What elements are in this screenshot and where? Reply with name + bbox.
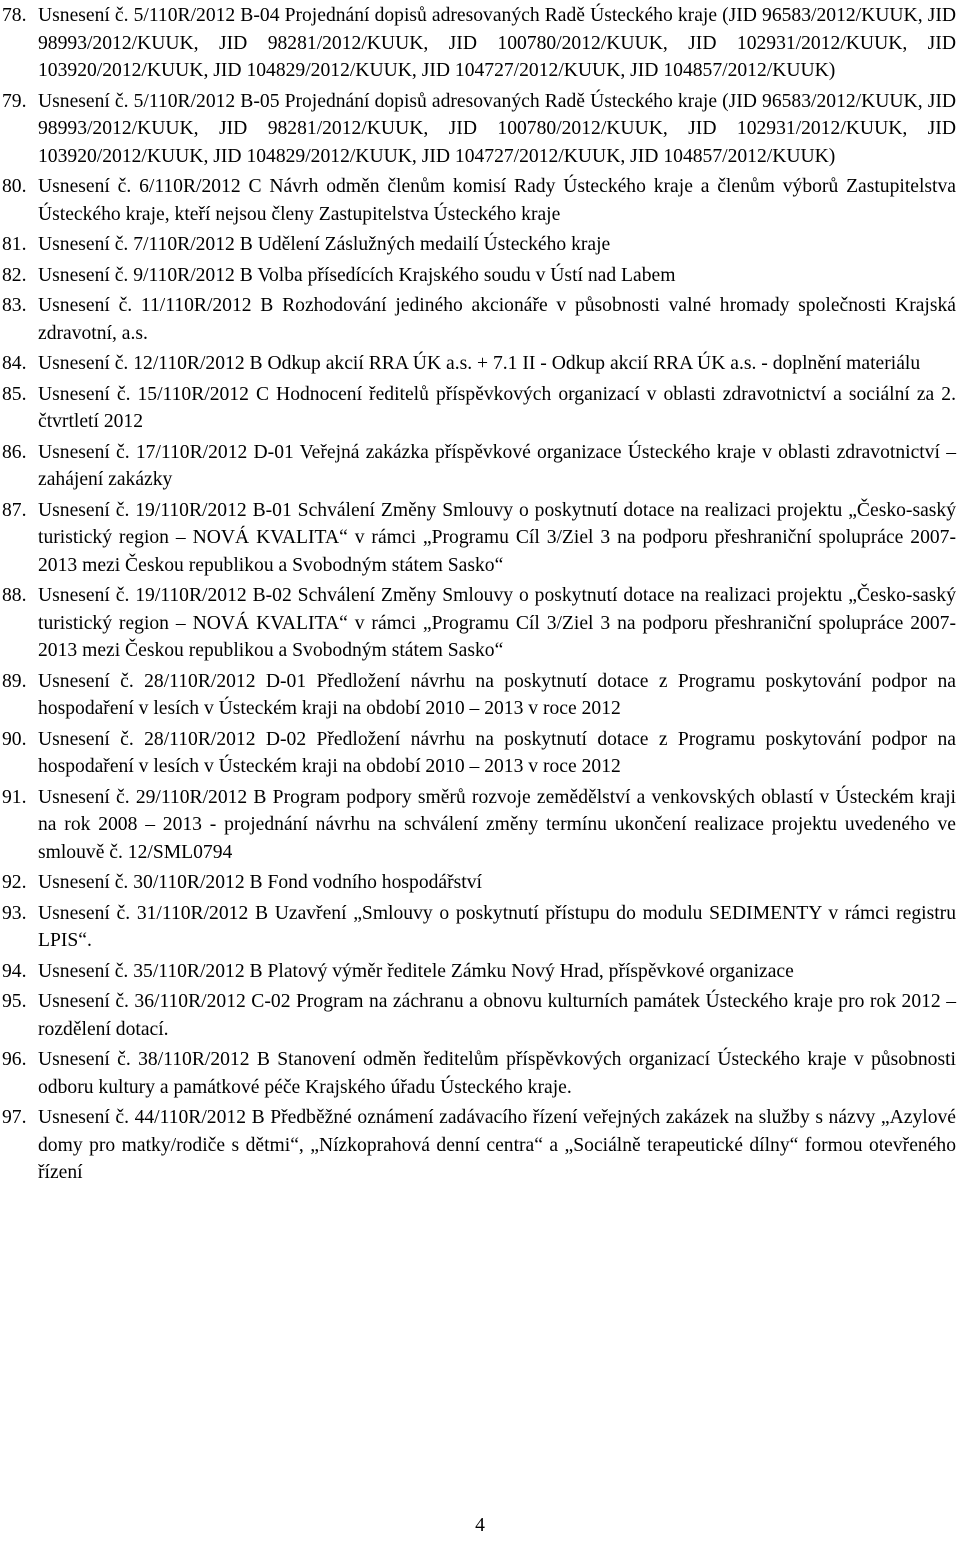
item-text: Usnesení č. 7/110R/2012 B Udělení Záslužných medailí Ústeckého kraje bbox=[38, 234, 611, 255]
list-item bbox=[2, 262, 956, 290]
item-number: 80. bbox=[2, 176, 27, 197]
list-item bbox=[2, 900, 956, 955]
item-number: 89. bbox=[2, 670, 27, 692]
item-text: Usnesení č. 30/110R/2012 B Fond vodního hospodářství bbox=[38, 872, 482, 893]
list-item bbox=[2, 439, 956, 494]
page-number: 4 bbox=[475, 1515, 485, 1536]
item-number: 84. bbox=[2, 353, 27, 374]
list-item bbox=[2, 726, 956, 781]
list-item bbox=[2, 2, 956, 85]
item-number: 93. bbox=[2, 902, 27, 924]
item-number: 92. bbox=[2, 872, 27, 893]
list-item bbox=[2, 988, 956, 1043]
list-item bbox=[2, 231, 956, 259]
item-text: Usnesení č. 28/110R/2012 D-01 Předložení návrhu na poskytnutí dotace z Programu poskytování podpor na hospodaření v lesích v Ústeckém kraji na období 2010 – 2013 v roce 2012 bbox=[38, 670, 956, 719]
list-item bbox=[2, 497, 956, 580]
item-text: Usnesení č. 5/110R/2012 B-04 Projednání dopisů adresovaných Radě Ústeckého kraje (JID 96583/2012/KUUK, JID 98993/2012/KUUK, JID 98281/2012/KUUK, JID 100780/2012/KUUK, JID 102931/2012/KUUK, JID 103920/2012/KUUK, JID 104829/2012/KUUK, JID 104727/2012/KUUK, JID 104857/2012/KUUK) bbox=[38, 5, 956, 81]
item-text: Usnesení č. 9/110R/2012 B Volba přísedících Krajského soudu v Ústí nad Labem bbox=[38, 264, 676, 286]
item-number: 91. bbox=[2, 786, 27, 808]
item-text: Usnesení č. 19/110R/2012 B-01 Schválení Změny Smlouvy o poskytnutí dotace na realizaci projektu „Česko-saský turistický region – NOVÁ KVALITA“ v rámci „Programu Cíl 3/Ziel 3 na podporu přeshraniční spolupráce 2007-2013 mezi Českou republikou a Svobodným státem Sasko“ bbox=[38, 499, 956, 576]
item-text: Usnesení č. 12/110R/2012 B Odkup akcií RRA ÚK a.s. + 7.1 II - Odkup akcií RRA ÚK a.s. - doplnění materiálu bbox=[38, 353, 921, 374]
item-number: 83. bbox=[2, 295, 27, 316]
item-text: Usnesení č. 44/110R/2012 B Předběžné oznámení zadávacího řízení veřejných zakázek na služby s názvy „Azylové domy pro matky/rodiče s dětmi“, „Nízkoprahová denní centra“ a „Sociálně terapeutické dílny“ formou otevřeného řízení bbox=[38, 1107, 956, 1183]
item-number: 81. bbox=[2, 234, 27, 255]
list-item bbox=[2, 869, 956, 897]
item-text: Usnesení č. 19/110R/2012 B-02 Schválení Změny Smlouvy o poskytnutí dotace na realizaci projektu „Česko-saský turistický region – NOVÁ KVALITA“ v rámci „Programu Cíl 3/Ziel 3 na podporu přeshraniční spolupráce 2007-2013 mezi Českou republikou a Svobodným státem Sasko“ bbox=[38, 585, 956, 661]
item-number: 95. bbox=[2, 991, 27, 1012]
item-number: 78. bbox=[2, 5, 27, 26]
item-number: 85. bbox=[2, 383, 27, 405]
resolution-list bbox=[2, 2, 956, 1190]
item-text: Usnesení č. 28/110R/2012 D-02 Předložení návrhu na poskytnutí dotace z Programu poskytování podpor na hospodaření v lesích v Ústeckém kraji na období 2010 – 2013 v roce 2012 bbox=[38, 728, 956, 777]
list-item bbox=[2, 1104, 956, 1187]
item-text: Usnesení č. 5/110R/2012 B-05 Projednání dopisů adresovaných Radě Ústeckého kraje (JID 96583/2012/KUUK, JID 98993/2012/KUUK, JID 98281/2012/KUUK, JID 100780/2012/KUUK, JID 102931/2012/KUUK, JID 103920/2012/KUUK, JID 104829/2012/KUUK, JID 104727/2012/KUUK, JID 104857/2012/KUUK) bbox=[38, 90, 956, 167]
item-number: 82. bbox=[2, 264, 27, 286]
item-number: 87. bbox=[2, 499, 27, 521]
item-number: 90. bbox=[2, 728, 27, 750]
item-text: Usnesení č. 35/110R/2012 B Platový výměr ředitele Zámku Nový Hrad, příspěvkové organizace bbox=[38, 960, 794, 982]
item-text: Usnesení č. 6/110R/2012 C Návrh odměn členům komisí Rady Ústeckého kraje a členům výborů Zastupitelstva Ústeckého kraje, kteří nejsou členy Zastupitelstva Ústeckého kraje bbox=[38, 176, 956, 225]
item-text: Usnesení č. 31/110R/2012 B Uzavření „Smlouvy o poskytnutí přístupu do modulu SEDIMENTY v rámci registru LPIS“. bbox=[38, 902, 956, 951]
list-item bbox=[2, 668, 956, 723]
list-item bbox=[2, 582, 956, 665]
item-number: 88. bbox=[2, 585, 27, 606]
list-item bbox=[2, 958, 956, 986]
list-item bbox=[2, 173, 956, 228]
item-text: Usnesení č. 15/110R/2012 C Hodnocení ředitelů příspěvkových organizací v oblasti zdravotnictví a sociální za 2. čtvrtletí 2012 bbox=[38, 383, 956, 432]
list-item bbox=[2, 292, 956, 347]
item-text: Usnesení č. 36/110R/2012 C-02 Program na záchranu a obnovu kulturních památek Ústeckého kraje pro rok 2012 – rozdělení dotací. bbox=[38, 991, 956, 1040]
list-item bbox=[2, 381, 956, 436]
item-number: 94. bbox=[2, 960, 27, 982]
list-item bbox=[2, 1046, 956, 1101]
item-number: 79. bbox=[2, 90, 27, 112]
item-number: 97. bbox=[2, 1107, 27, 1128]
item-number: 86. bbox=[2, 441, 27, 463]
list-item bbox=[2, 350, 956, 378]
item-text: Usnesení č. 29/110R/2012 B Program podpory směrů rozvoje zemědělství a venkovských oblastí v Ústeckém kraji na rok 2008 – 2013 - projednání návrhu na schválení změny termínu ukončení realizace projektu uvedeného ve smlouvě č. 12/SML0794 bbox=[38, 786, 956, 863]
item-text: Usnesení č. 17/110R/2012 D-01 Veřejná zakázka příspěvkové organizace Ústeckého kraje v oblasti zdravotnictví – zahájení zakázky bbox=[38, 441, 956, 490]
item-number: 96. bbox=[2, 1049, 27, 1070]
item-text: Usnesení č. 38/110R/2012 B Stanovení odměn ředitelům příspěvkových organizací Ústeckého kraje v působnosti odboru kultury a památkové péče Krajského úřadu Ústeckého kraje. bbox=[38, 1049, 956, 1098]
item-text: Usnesení č. 11/110R/2012 B Rozhodování jediného akcionáře v působnosti valné hromady společnosti Krajská zdravotní, a.s. bbox=[38, 295, 956, 344]
list-item bbox=[2, 784, 956, 867]
list-item bbox=[2, 88, 956, 171]
